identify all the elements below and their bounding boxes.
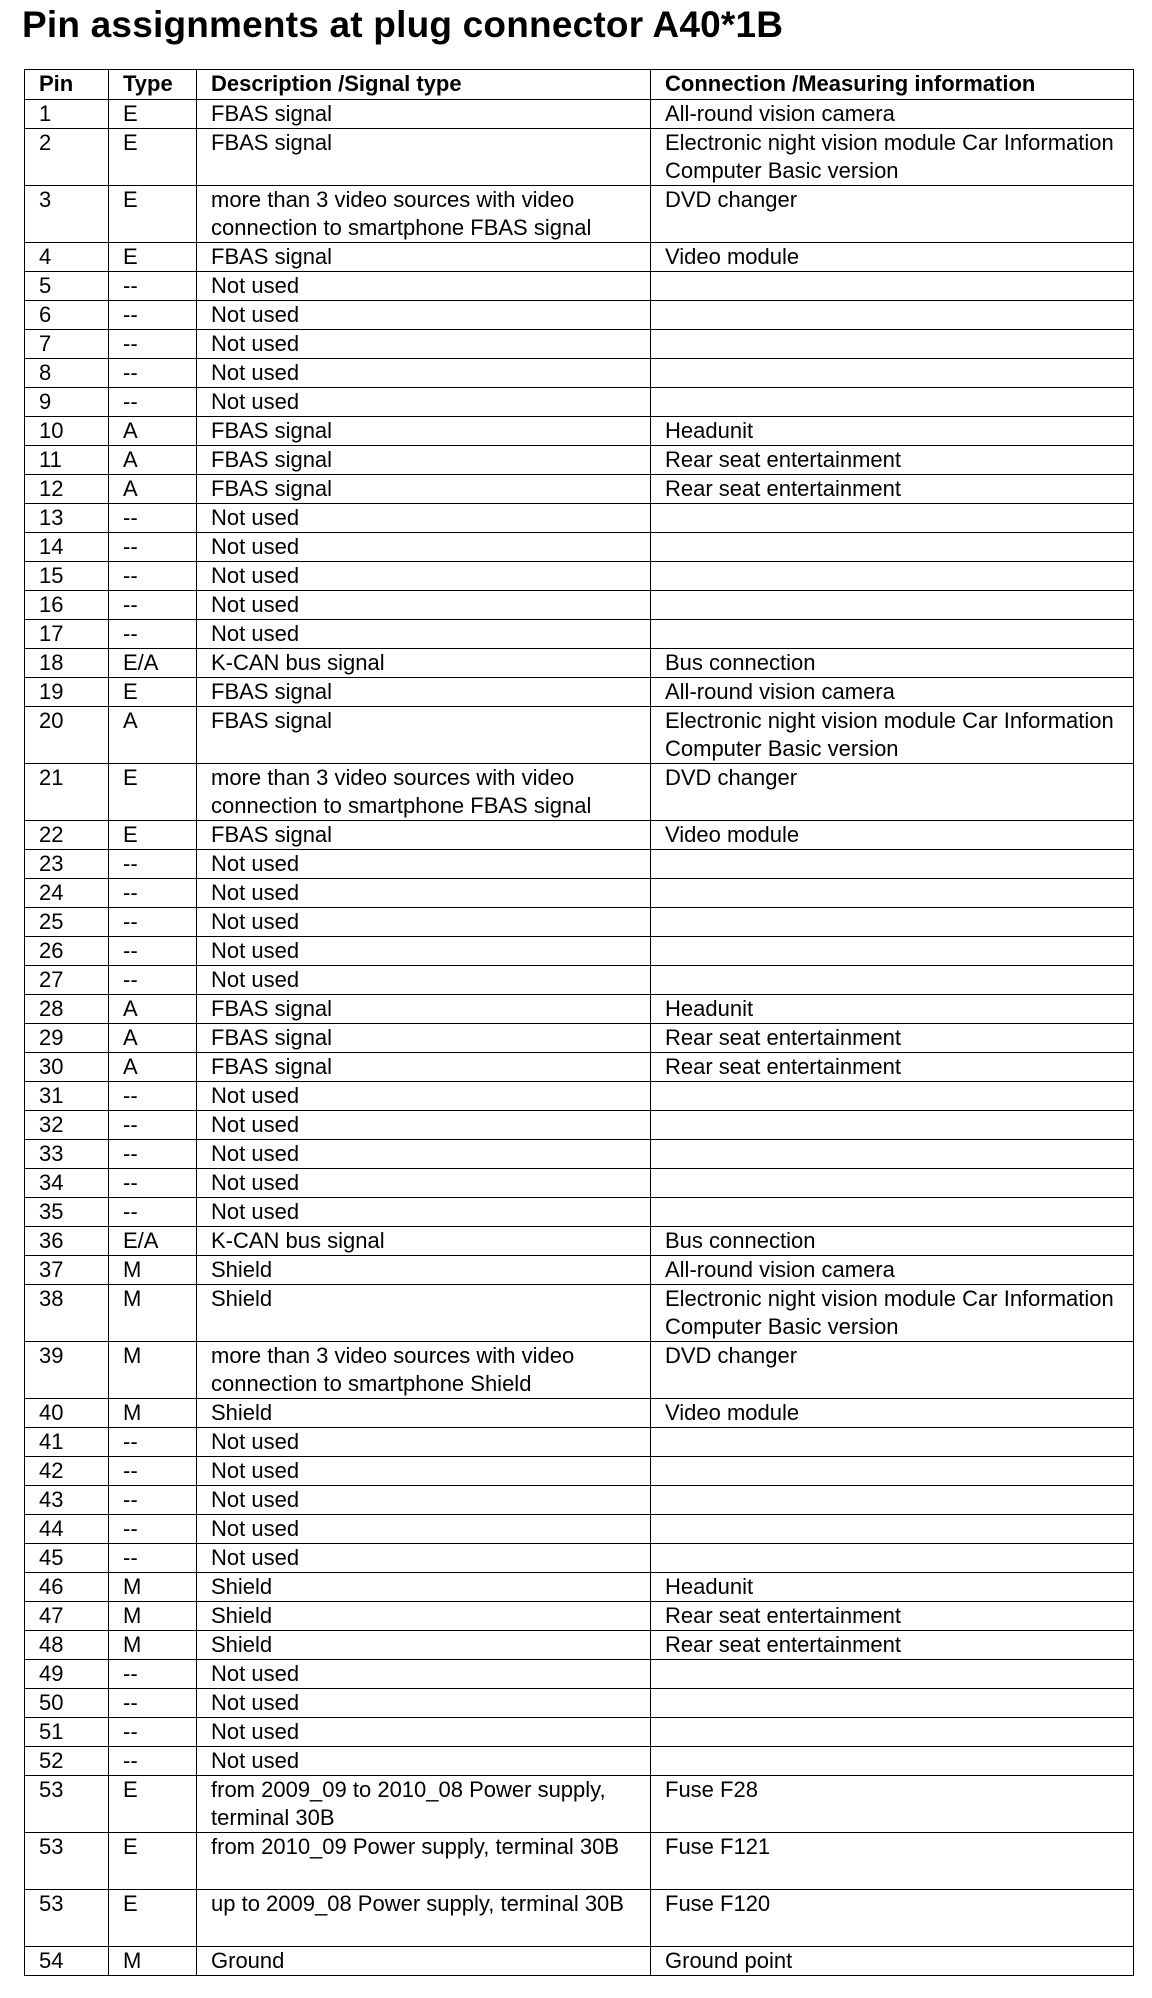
cell-pin: 3 [25, 186, 109, 243]
cell-type: M [109, 1256, 197, 1285]
table-row [25, 1544, 1134, 1573]
cell-type: M [109, 1342, 197, 1399]
table-row [25, 1515, 1134, 1544]
cell-connection [651, 330, 1134, 359]
cell-type: E/A [109, 1227, 197, 1256]
cell-connection: DVD changer [651, 186, 1134, 243]
cell-type: E [109, 1890, 197, 1947]
cell-connection: Rear seat entertainment [651, 1053, 1134, 1082]
cell-description: Not used [197, 1140, 651, 1169]
table-row [25, 301, 1134, 330]
cell-connection: Electronic night vision module Car Information Computer Basic version [651, 1285, 1134, 1342]
table-row [25, 388, 1134, 417]
cell-type: -- [109, 1169, 197, 1198]
cell-description: more than 3 video sources with video connection to smartphone FBAS signal [197, 186, 651, 243]
cell-pin: 34 [25, 1169, 109, 1198]
cell-description: Not used [197, 1082, 651, 1111]
cell-type: -- [109, 908, 197, 937]
table-body [25, 100, 1134, 1976]
cell-type: -- [109, 1689, 197, 1718]
cell-pin: 9 [25, 388, 109, 417]
cell-type: -- [109, 1140, 197, 1169]
cell-description: Not used [197, 1515, 651, 1544]
cell-pin: 45 [25, 1544, 109, 1573]
cell-description: Not used [197, 562, 651, 591]
cell-pin: 11 [25, 446, 109, 475]
cell-type: -- [109, 1111, 197, 1140]
cell-type: M [109, 1285, 197, 1342]
cell-type: A [109, 995, 197, 1024]
cell-description: Not used [197, 850, 651, 879]
cell-type: A [109, 475, 197, 504]
cell-connection: Fuse F28 [651, 1776, 1134, 1833]
cell-description: FBAS signal [197, 821, 651, 850]
cell-pin: 22 [25, 821, 109, 850]
cell-pin: 48 [25, 1631, 109, 1660]
table-row [25, 100, 1134, 129]
table-row [25, 1285, 1134, 1342]
table-row [25, 1573, 1134, 1602]
table-row [25, 446, 1134, 475]
cell-pin: 19 [25, 678, 109, 707]
cell-connection: All-round vision camera [651, 678, 1134, 707]
cell-pin: 42 [25, 1457, 109, 1486]
cell-pin: 20 [25, 707, 109, 764]
table-row [25, 1486, 1134, 1515]
cell-description: K-CAN bus signal [197, 649, 651, 678]
cell-description: FBAS signal [197, 129, 651, 186]
cell-pin: 49 [25, 1660, 109, 1689]
cell-connection [651, 1198, 1134, 1227]
cell-connection [651, 1169, 1134, 1198]
cell-connection: Rear seat entertainment [651, 475, 1134, 504]
table-row [25, 129, 1134, 186]
cell-connection [651, 1747, 1134, 1776]
table-row [25, 272, 1134, 301]
cell-pin: 41 [25, 1428, 109, 1457]
cell-pin: 47 [25, 1602, 109, 1631]
table-row [25, 1718, 1134, 1747]
cell-connection [651, 937, 1134, 966]
cell-connection [651, 301, 1134, 330]
cell-type: -- [109, 1486, 197, 1515]
cell-connection: Fuse F120 [651, 1890, 1134, 1947]
table-row [25, 417, 1134, 446]
table-row [25, 1169, 1134, 1198]
cell-pin: 14 [25, 533, 109, 562]
cell-description: Not used [197, 1428, 651, 1457]
cell-description: Not used [197, 1486, 651, 1515]
table-row [25, 533, 1134, 562]
column-header-connection: Connection /Measuring information [651, 70, 1134, 100]
table-row [25, 1399, 1134, 1428]
cell-pin: 12 [25, 475, 109, 504]
cell-description: FBAS signal [197, 417, 651, 446]
cell-connection [651, 1689, 1134, 1718]
cell-description: Not used [197, 1689, 651, 1718]
cell-pin: 6 [25, 301, 109, 330]
cell-description: FBAS signal [197, 707, 651, 764]
cell-pin: 53 [25, 1833, 109, 1890]
cell-type: -- [109, 966, 197, 995]
table-row [25, 1198, 1134, 1227]
table-row [25, 1947, 1134, 1976]
cell-type: -- [109, 533, 197, 562]
cell-connection: Rear seat entertainment [651, 1602, 1134, 1631]
table-row [25, 995, 1134, 1024]
cell-connection [651, 1660, 1134, 1689]
cell-type: -- [109, 504, 197, 533]
table-row [25, 1660, 1134, 1689]
cell-description: up to 2009_08 Power supply, terminal 30B [197, 1890, 651, 1947]
cell-connection: Video module [651, 1399, 1134, 1428]
cell-description: Not used [197, 533, 651, 562]
table-row [25, 821, 1134, 850]
cell-type: -- [109, 1082, 197, 1111]
cell-type: A [109, 417, 197, 446]
cell-type: -- [109, 1515, 197, 1544]
cell-description: Not used [197, 1111, 651, 1140]
table-row [25, 1689, 1134, 1718]
cell-description: FBAS signal [197, 678, 651, 707]
cell-pin: 51 [25, 1718, 109, 1747]
table-row [25, 1457, 1134, 1486]
cell-type: -- [109, 330, 197, 359]
page-title: Pin assignments at plug connector A40*1B [22, 4, 784, 45]
cell-connection [651, 850, 1134, 879]
cell-connection [651, 533, 1134, 562]
cell-description: from 2010_09 Power supply, terminal 30B [197, 1833, 651, 1890]
table-row [25, 1111, 1134, 1140]
table-row [25, 1602, 1134, 1631]
cell-description: Shield [197, 1285, 651, 1342]
column-header-description: Description /Signal type [197, 70, 651, 100]
cell-connection [651, 388, 1134, 417]
table-row [25, 359, 1134, 388]
cell-connection [651, 1111, 1134, 1140]
cell-type: -- [109, 388, 197, 417]
cell-connection [651, 620, 1134, 649]
table-row [25, 1747, 1134, 1776]
cell-connection: Electronic night vision module Car Information Computer Basic version [651, 129, 1134, 186]
table-row [25, 1890, 1134, 1947]
cell-type: M [109, 1631, 197, 1660]
cell-connection: Headunit [651, 1573, 1134, 1602]
cell-description: Shield [197, 1631, 651, 1660]
table-row [25, 678, 1134, 707]
table-row [25, 707, 1134, 764]
cell-type: A [109, 707, 197, 764]
cell-type: -- [109, 879, 197, 908]
cell-description: Not used [197, 1747, 651, 1776]
cell-description: FBAS signal [197, 100, 651, 129]
table-row [25, 1227, 1134, 1256]
cell-type: A [109, 446, 197, 475]
cell-pin: 54 [25, 1947, 109, 1976]
cell-description: K-CAN bus signal [197, 1227, 651, 1256]
cell-description: more than 3 video sources with video connection to smartphone Shield [197, 1342, 651, 1399]
cell-connection: All-round vision camera [651, 1256, 1134, 1285]
table-row [25, 562, 1134, 591]
cell-connection: Headunit [651, 417, 1134, 446]
table-row [25, 1256, 1134, 1285]
cell-pin: 30 [25, 1053, 109, 1082]
cell-pin: 1 [25, 100, 109, 129]
cell-description: Not used [197, 301, 651, 330]
cell-connection: DVD changer [651, 764, 1134, 821]
table-row [25, 1631, 1134, 1660]
table-row [25, 330, 1134, 359]
table-row [25, 1833, 1134, 1890]
cell-type: -- [109, 1718, 197, 1747]
cell-connection [651, 1718, 1134, 1747]
cell-pin: 4 [25, 243, 109, 272]
cell-type: A [109, 1053, 197, 1082]
cell-pin: 23 [25, 850, 109, 879]
table-row [25, 1024, 1134, 1053]
cell-type: -- [109, 1544, 197, 1573]
cell-type: -- [109, 1198, 197, 1227]
cell-pin: 40 [25, 1399, 109, 1428]
table-row [25, 649, 1134, 678]
cell-connection: Electronic night vision module Car Information Computer Basic version [651, 707, 1134, 764]
cell-type: M [109, 1947, 197, 1976]
cell-description: Not used [197, 1198, 651, 1227]
cell-connection: Video module [651, 821, 1134, 850]
table-row [25, 908, 1134, 937]
cell-type: E [109, 129, 197, 186]
cell-description: FBAS signal [197, 446, 651, 475]
cell-type: E [109, 821, 197, 850]
cell-description: Not used [197, 591, 651, 620]
cell-connection: Rear seat entertainment [651, 446, 1134, 475]
cell-type: -- [109, 1660, 197, 1689]
cell-connection: Rear seat entertainment [651, 1024, 1134, 1053]
cell-pin: 33 [25, 1140, 109, 1169]
cell-description: FBAS signal [197, 995, 651, 1024]
cell-pin: 16 [25, 591, 109, 620]
cell-pin: 29 [25, 1024, 109, 1053]
cell-connection [651, 359, 1134, 388]
cell-pin: 5 [25, 272, 109, 301]
cell-pin: 53 [25, 1890, 109, 1947]
cell-pin: 25 [25, 908, 109, 937]
table-row [25, 1342, 1134, 1399]
table-row [25, 186, 1134, 243]
cell-connection: Rear seat entertainment [651, 1631, 1134, 1660]
cell-description: FBAS signal [197, 475, 651, 504]
cell-description: Shield [197, 1573, 651, 1602]
cell-connection: DVD changer [651, 1342, 1134, 1399]
cell-type: -- [109, 1457, 197, 1486]
cell-type: -- [109, 272, 197, 301]
cell-description: from 2009_09 to 2010_08 Power supply, terminal 30B [197, 1776, 651, 1833]
cell-type: M [109, 1573, 197, 1602]
cell-description: Shield [197, 1602, 651, 1631]
table-row [25, 1428, 1134, 1457]
cell-description: Not used [197, 272, 651, 301]
cell-description: Not used [197, 388, 651, 417]
table-row [25, 966, 1134, 995]
table-header-row [25, 70, 1134, 100]
cell-description: Not used [197, 359, 651, 388]
cell-connection [651, 1457, 1134, 1486]
cell-description: Not used [197, 937, 651, 966]
cell-pin: 7 [25, 330, 109, 359]
cell-type: M [109, 1399, 197, 1428]
cell-type: -- [109, 937, 197, 966]
cell-connection: All-round vision camera [651, 100, 1134, 129]
cell-pin: 50 [25, 1689, 109, 1718]
cell-description: Not used [197, 908, 651, 937]
cell-pin: 36 [25, 1227, 109, 1256]
cell-connection [651, 1428, 1134, 1457]
cell-description: Not used [197, 1544, 651, 1573]
cell-connection [651, 1140, 1134, 1169]
cell-connection [651, 1515, 1134, 1544]
cell-description: Not used [197, 1169, 651, 1198]
cell-type: E [109, 186, 197, 243]
cell-description: Shield [197, 1256, 651, 1285]
cell-pin: 53 [25, 1776, 109, 1833]
cell-pin: 38 [25, 1285, 109, 1342]
cell-type: M [109, 1602, 197, 1631]
table-row [25, 764, 1134, 821]
column-header-pin: Pin [25, 70, 109, 100]
cell-pin: 17 [25, 620, 109, 649]
cell-type: E [109, 100, 197, 129]
cell-pin: 28 [25, 995, 109, 1024]
cell-connection [651, 1544, 1134, 1573]
cell-connection: Video module [651, 243, 1134, 272]
cell-type: -- [109, 301, 197, 330]
cell-connection [651, 879, 1134, 908]
cell-description: Ground [197, 1947, 651, 1976]
cell-type: -- [109, 850, 197, 879]
cell-description: FBAS signal [197, 243, 651, 272]
cell-connection [651, 562, 1134, 591]
cell-pin: 35 [25, 1198, 109, 1227]
cell-type: A [109, 1024, 197, 1053]
table-row [25, 591, 1134, 620]
cell-type: E [109, 1776, 197, 1833]
cell-pin: 13 [25, 504, 109, 533]
cell-connection [651, 908, 1134, 937]
cell-pin: 37 [25, 1256, 109, 1285]
cell-connection: Ground point [651, 1947, 1134, 1976]
cell-pin: 10 [25, 417, 109, 446]
table-row [25, 475, 1134, 504]
column-header-type: Type [109, 70, 197, 100]
cell-pin: 24 [25, 879, 109, 908]
cell-connection: Fuse F121 [651, 1833, 1134, 1890]
cell-description: Not used [197, 330, 651, 359]
cell-description: Not used [197, 879, 651, 908]
cell-pin: 27 [25, 966, 109, 995]
cell-type: -- [109, 591, 197, 620]
cell-description: Not used [197, 966, 651, 995]
table-row [25, 850, 1134, 879]
cell-description: FBAS signal [197, 1024, 651, 1053]
cell-type: E [109, 243, 197, 272]
cell-connection: Bus connection [651, 1227, 1134, 1256]
table-row [25, 620, 1134, 649]
cell-type: -- [109, 359, 197, 388]
pin-assignment-table [24, 69, 1134, 1976]
cell-type: -- [109, 562, 197, 591]
cell-connection [651, 1082, 1134, 1111]
cell-pin: 32 [25, 1111, 109, 1140]
cell-description: Not used [197, 1718, 651, 1747]
table-row [25, 937, 1134, 966]
table-row [25, 1053, 1134, 1082]
cell-description: Not used [197, 1457, 651, 1486]
cell-pin: 31 [25, 1082, 109, 1111]
cell-type: E [109, 1833, 197, 1890]
cell-pin: 52 [25, 1747, 109, 1776]
cell-pin: 8 [25, 359, 109, 388]
cell-connection [651, 1486, 1134, 1515]
cell-connection: Headunit [651, 995, 1134, 1024]
cell-connection [651, 966, 1134, 995]
cell-connection [651, 272, 1134, 301]
cell-pin: 2 [25, 129, 109, 186]
cell-type: -- [109, 620, 197, 649]
cell-description: Not used [197, 620, 651, 649]
cell-type: E [109, 678, 197, 707]
table-row [25, 879, 1134, 908]
cell-pin: 39 [25, 1342, 109, 1399]
cell-description: Not used [197, 504, 651, 533]
cell-pin: 26 [25, 937, 109, 966]
table-row [25, 1140, 1134, 1169]
cell-description: Shield [197, 1399, 651, 1428]
cell-type: E [109, 764, 197, 821]
cell-connection [651, 504, 1134, 533]
cell-pin: 18 [25, 649, 109, 678]
table-row [25, 243, 1134, 272]
table-row [25, 504, 1134, 533]
cell-pin: 15 [25, 562, 109, 591]
cell-type: -- [109, 1428, 197, 1457]
cell-pin: 44 [25, 1515, 109, 1544]
cell-description: FBAS signal [197, 1053, 651, 1082]
cell-pin: 43 [25, 1486, 109, 1515]
cell-connection [651, 591, 1134, 620]
cell-type: -- [109, 1747, 197, 1776]
cell-pin: 46 [25, 1573, 109, 1602]
cell-description: Not used [197, 1660, 651, 1689]
cell-pin: 21 [25, 764, 109, 821]
table-row [25, 1082, 1134, 1111]
cell-connection: Bus connection [651, 649, 1134, 678]
cell-description: more than 3 video sources with video connection to smartphone FBAS signal [197, 764, 651, 821]
cell-type: E/A [109, 649, 197, 678]
table-row [25, 1776, 1134, 1833]
